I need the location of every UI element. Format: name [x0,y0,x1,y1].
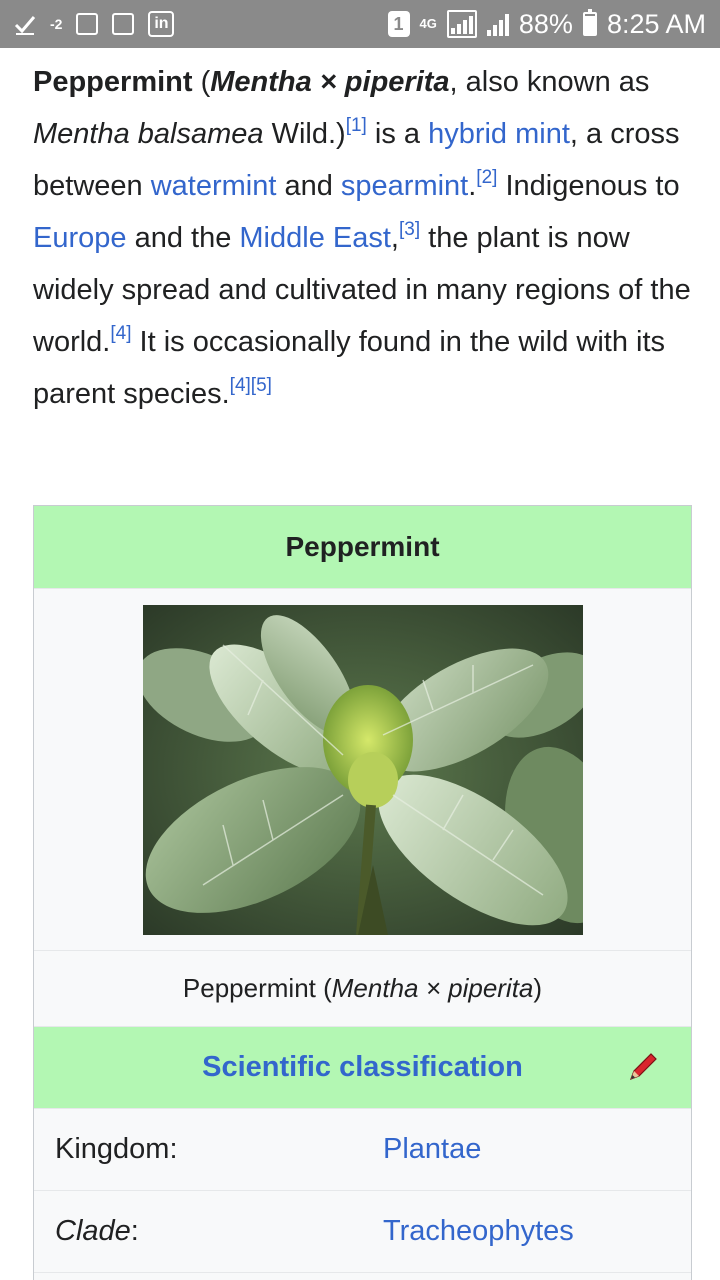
reference-link[interactable]: [3] [398,219,421,240]
reference-link[interactable]: [1] [345,115,367,136]
status-bar [0,0,720,48]
infobox-title: Peppermint [34,506,691,588]
scientific-classification-header [34,1026,691,1108]
image-icon [76,13,98,35]
classification-row [34,1272,691,1280]
link-middle-east[interactable]: Middle East [239,222,391,254]
checkmark-icon [14,13,36,35]
link-hybrid-mint[interactable]: hybrid mint [428,118,570,150]
pencil-icon[interactable] [625,1049,661,1085]
synonym-name: Mentha balsamea [33,118,264,150]
link-watermint[interactable]: watermint [150,170,277,202]
link-spearmint[interactable]: spearmint [340,170,469,202]
notification-count: -2 [50,16,63,32]
article-paragraph: Peppermint (Mentha × piperita, also known as Mentha balsamea Wild.)[1] is a hybrid mint, a cross between watermint and spearmint.[2] Indigenous to Europe and the Middle East,[3] the plant is now widely spread and cultivated in many regions of the world.[4] It is occasionally found in the wild with its parent species.[4][5] [33,66,691,410]
network-type: 4G [419,16,437,31]
infobox-caption: Peppermint ( Mentha × piperita ) [34,950,691,1026]
signal-icon [487,12,509,36]
reference-link[interactable]: [4][5] [229,375,272,396]
article-subject: Peppermint [33,66,193,98]
linkedin-icon: in [148,11,174,37]
peppermint-photo[interactable] [143,605,583,935]
signal-icon [447,10,477,38]
classification-value-link[interactable]: Plantae [383,1133,482,1165]
classification-value-link[interactable]: Tracheophytes [383,1215,574,1247]
reference-link[interactable]: [4] [110,323,132,344]
sim-icon: 1 [388,11,410,37]
classification-key: Clade: [55,1215,139,1247]
classification-key: Kingdom: [55,1133,178,1165]
clock: 8:25 AM [606,8,706,39]
battery-icon [583,12,597,36]
message-check-icon [112,13,134,35]
binomial-name: Mentha × piperita [210,66,450,98]
scientific-classification-link[interactable]: Scientific classification [202,1051,523,1083]
classification-row [34,1108,691,1190]
link-europe[interactable]: Europe [33,222,127,254]
reference-link[interactable]: [2] [476,167,498,188]
infobox [33,505,692,1280]
infobox-image-row [34,588,691,950]
battery-percent: 88% [518,8,573,39]
classification-row [34,1190,691,1272]
